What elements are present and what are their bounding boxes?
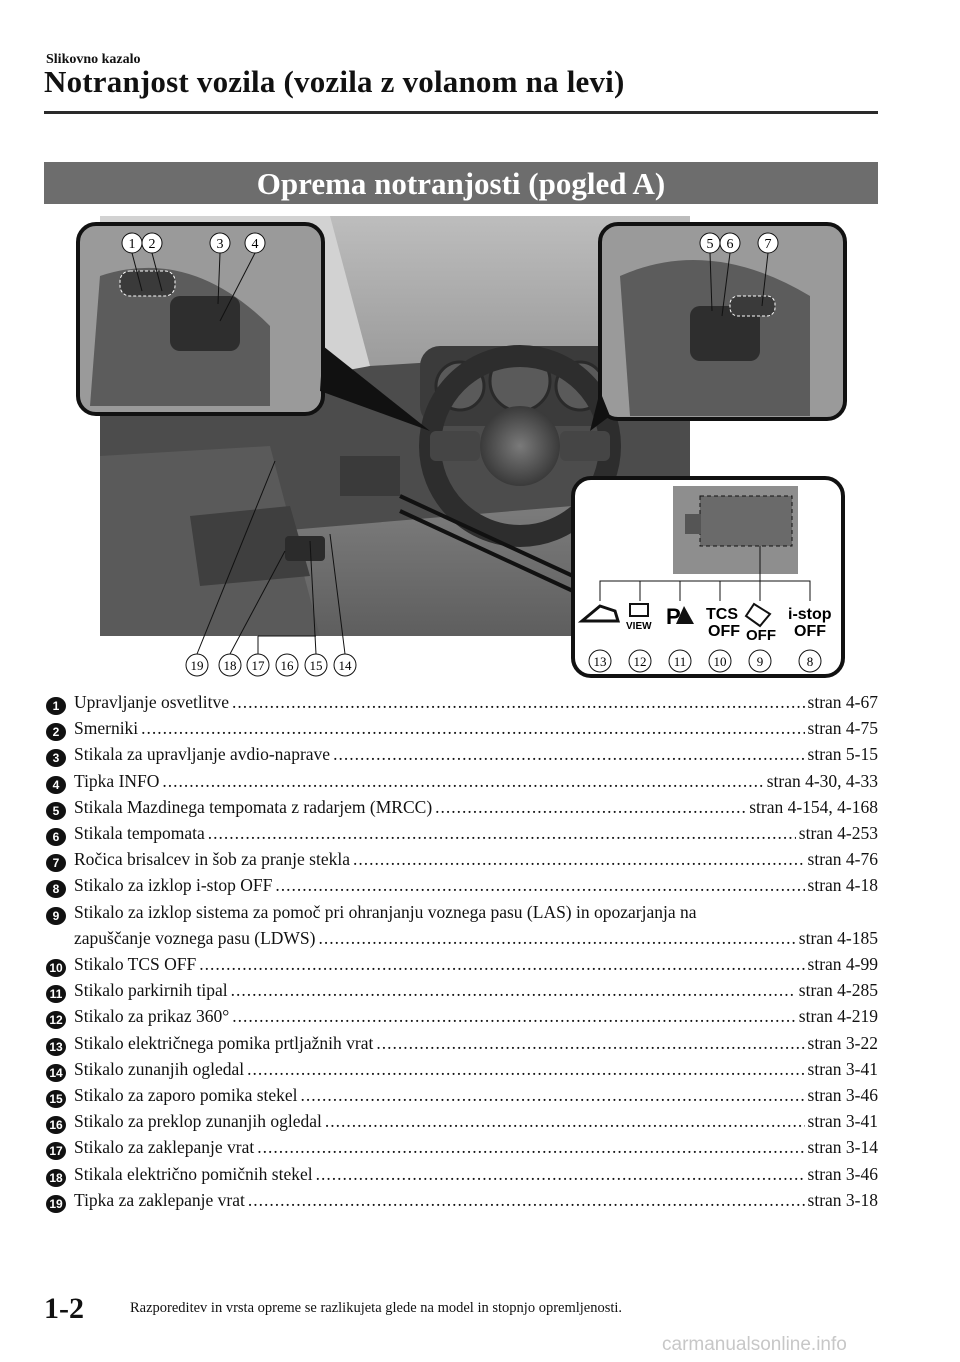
item-page-ref: stran 4-18 — [807, 875, 878, 896]
item-text: Stikalo za izklop i-stop OFF — [74, 875, 273, 896]
item-text: Stikalo za preklop zunanjih ogledal — [74, 1111, 322, 1132]
item-number: 16 — [46, 1116, 66, 1134]
callout-16: 16 — [280, 658, 294, 673]
callout-8: 8 — [806, 654, 814, 669]
item-text: Smerniki — [74, 718, 139, 739]
item-text: Stikalo parkirnih tipal — [74, 980, 228, 1001]
istop-off-label: OFF — [794, 623, 826, 640]
item-text: Stikalo zunanjih ogledal — [74, 1058, 245, 1079]
leader-dots — [435, 794, 746, 820]
item-text: Upravljanje osvetlitve — [74, 692, 230, 712]
leader-dots — [141, 715, 804, 741]
leader-dots — [247, 1056, 804, 1082]
item-page-ref: stran 4-75 — [807, 718, 878, 739]
item-text: Stikala Mazdinega tempomata z radarjem (MRCC) — [74, 796, 433, 817]
item-page-ref: stran 3-41 — [807, 1111, 878, 1132]
callout-18: 18 — [223, 658, 237, 673]
left-spoke — [430, 431, 480, 461]
interior-illustration — [70, 216, 860, 684]
leader-dots — [319, 925, 796, 951]
item-number: 3 — [46, 749, 66, 767]
tcs-off-label: OFF — [708, 623, 740, 640]
leader-dots — [199, 951, 804, 977]
callout-5: 5 — [706, 237, 714, 252]
item-number: 2 — [46, 723, 66, 741]
item-list — [46, 689, 878, 1213]
item-text: Stikalo za zaporo pomika stekel — [74, 1085, 298, 1106]
callout-10: 10 — [713, 654, 727, 669]
item-page-ref: stran 4-67 — [807, 692, 878, 712]
list-item — [46, 899, 878, 925]
item-number: 13 — [46, 1038, 66, 1056]
list-item — [46, 1003, 878, 1029]
item-page-ref: stran 4-30, 4-33 — [766, 770, 878, 791]
list-item — [46, 846, 878, 872]
item-text: Tipka za zaklepanje vrat — [74, 1189, 245, 1210]
list-item — [46, 1030, 878, 1056]
item-number: 10 — [46, 959, 66, 977]
item-number: 7 — [46, 854, 66, 872]
leader-dots — [162, 768, 763, 794]
item-number: 6 — [46, 828, 66, 846]
list-item — [46, 715, 878, 741]
view-label: VIEW — [626, 621, 652, 632]
list-item — [46, 951, 878, 977]
callout-2: 2 — [148, 237, 156, 252]
item-page-ref: stran 4-285 — [798, 980, 878, 1001]
leader-dots — [232, 689, 804, 715]
item-text: Stikalo za zaklepanje vrat — [74, 1137, 255, 1158]
item-page-ref: stran 4-219 — [798, 1006, 878, 1027]
leader-dots — [301, 1082, 805, 1108]
item-page-ref: stran 3-46 — [807, 1085, 878, 1106]
item-number: 5 — [46, 802, 66, 820]
item-text: Ročica brisalcev in šob za pranje stekla — [74, 849, 351, 870]
istop-label: i-stop — [788, 606, 832, 623]
list-item-continuation — [46, 925, 878, 951]
callout-17: 17 — [251, 658, 265, 673]
title-rule — [44, 111, 878, 114]
leader-dots — [325, 1108, 805, 1134]
item-number: 4 — [46, 776, 66, 794]
item-number: 12 — [46, 1011, 66, 1029]
item-text: Stikalo za izklop sistema za pomoč pri ohranjanju voznega pasu (LAS) in opozarjanja na — [74, 901, 697, 922]
item-page-ref: stran 3-41 — [807, 1058, 878, 1079]
leader-dots — [248, 1187, 805, 1213]
leader-dots — [275, 872, 804, 898]
right-spoke — [560, 431, 610, 461]
list-item — [46, 977, 878, 1003]
callout-7: 7 — [764, 237, 772, 252]
callout-13: 13 — [593, 654, 607, 669]
item-page-ref: stran 3-22 — [807, 1032, 878, 1053]
item-number: 18 — [46, 1169, 66, 1187]
list-item — [46, 741, 878, 767]
item-text: Stikala električno pomičnih stekel — [74, 1163, 313, 1184]
item-text: zapuščanje voznega pasu (LDWS) — [74, 927, 316, 948]
list-item — [46, 1187, 878, 1213]
right-steering-inset — [590, 224, 845, 431]
leader-dots — [232, 1003, 796, 1029]
item-number: 9 — [46, 907, 66, 925]
steering-hub — [480, 406, 560, 486]
list-item — [46, 1082, 878, 1108]
list-item — [46, 794, 878, 820]
figure-banner: Oprema notranjosti (pogled A) — [44, 162, 878, 204]
callout-6: 6 — [726, 237, 734, 252]
callout-12: 12 — [633, 654, 647, 669]
item-text: Tipka INFO — [74, 770, 160, 791]
callouts-bottom-left — [186, 654, 356, 676]
callout-14: 14 — [338, 658, 352, 673]
footnote: Razporeditev in vrsta opreme se razlikujeta glede na model in stopnjo opremljenosti. — [130, 1300, 623, 1316]
las-off-label: OFF — [746, 627, 776, 644]
list-item — [46, 689, 878, 715]
leader-dots — [353, 846, 805, 872]
item-number: 1 — [46, 697, 66, 715]
callout-19: 19 — [190, 658, 204, 673]
item-page-ref: stran 4-185 — [798, 927, 878, 948]
list-item — [46, 872, 878, 898]
item-number: 11 — [46, 985, 66, 1003]
side-vent — [340, 456, 400, 496]
item-number: 15 — [46, 1090, 66, 1108]
list-item — [46, 1056, 878, 1082]
list-item — [46, 820, 878, 846]
callout-3: 3 — [216, 237, 224, 252]
list-item — [46, 1134, 878, 1160]
callout-11: 11 — [673, 654, 687, 669]
item-page-ref: stran 4-99 — [807, 954, 878, 975]
item-text: Stikalo TCS OFF — [74, 954, 197, 975]
callout-1: 1 — [128, 237, 136, 252]
item-page-ref: stran 3-18 — [807, 1189, 878, 1210]
item-text: Stikala za upravljanje avdio-naprave — [74, 744, 331, 765]
item-number: 8 — [46, 880, 66, 898]
page-number: 1-2 — [44, 1292, 84, 1325]
item-page-ref: stran 4-154, 4-168 — [749, 796, 878, 817]
list-item — [46, 1161, 878, 1187]
leader-dots — [231, 977, 796, 1003]
leader-dots — [257, 1134, 804, 1160]
leader-dots — [333, 741, 804, 767]
item-number: 19 — [46, 1195, 66, 1213]
item-page-ref: stran 4-253 — [798, 823, 878, 844]
item-number: 17 — [46, 1142, 66, 1160]
item-text: Stikalo za prikaz 360° — [74, 1006, 230, 1027]
leader-dots — [208, 820, 796, 846]
list-item — [46, 1108, 878, 1134]
section-label: Slikovno kazalo — [46, 52, 141, 67]
leader-dots — [376, 1030, 804, 1056]
parking-label: P — [666, 604, 681, 629]
window-switch-panel — [285, 536, 325, 561]
item-number: 14 — [46, 1064, 66, 1082]
list-item — [46, 768, 878, 794]
callout-4: 4 — [251, 237, 259, 252]
item-text: Stikala tempomata — [74, 823, 205, 844]
leader-dots — [316, 1161, 805, 1187]
item-page-ref: stran 3-14 — [807, 1137, 878, 1158]
item-page-ref: stran 5-15 — [807, 744, 878, 765]
page-title: Notranjost vozila (vozila z volanom na levi) — [44, 64, 625, 99]
watermark: carmanualsonline.info — [662, 1334, 847, 1355]
item-text: Stikalo električnega pomika prtljažnih vrat — [74, 1032, 374, 1053]
callout-9: 9 — [756, 654, 764, 669]
callout-15: 15 — [309, 658, 323, 673]
item-page-ref: stran 4-76 — [807, 849, 878, 870]
tcs-label: TCS — [706, 606, 738, 623]
item-page-ref: stran 3-46 — [807, 1163, 878, 1184]
